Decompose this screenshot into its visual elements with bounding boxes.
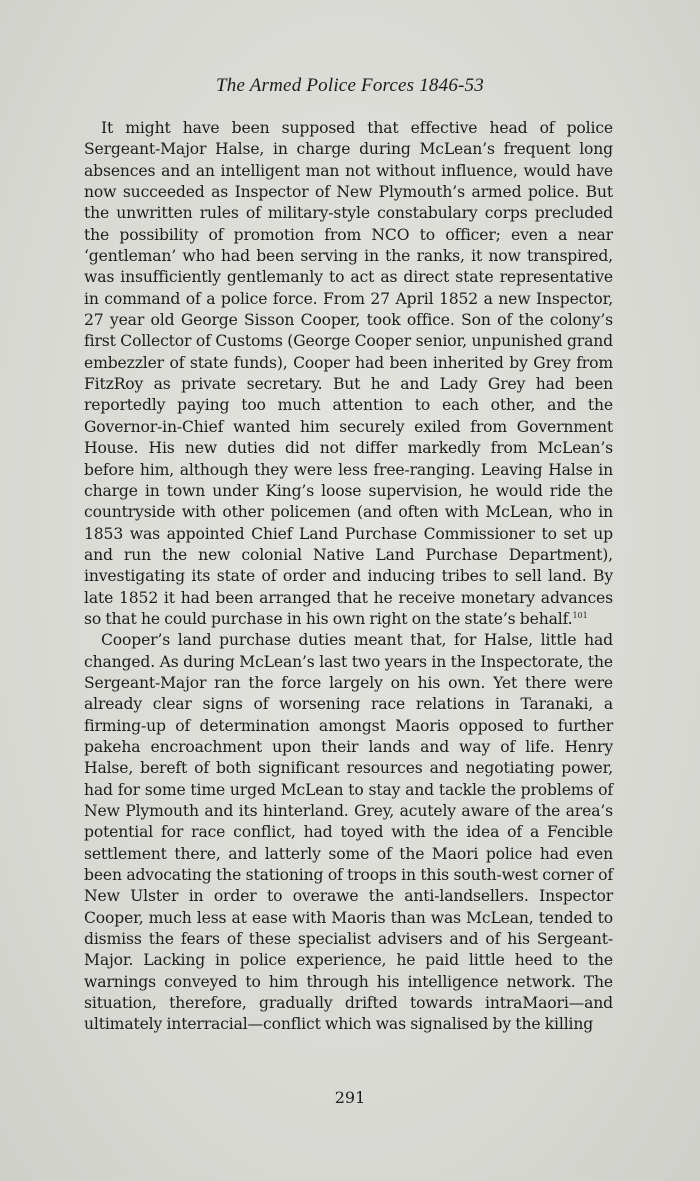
paragraph [84,118,613,630]
paragraph-text: It might have been supposed that effective head of police Sergeant-Major Halse, in charge during McLean’s frequent long absences and an intelligent man not without influence, would have now succeeded as Inspector of New Plymouth’s armed police. But the unwritten rules of military-style constabulary corps precluded the possibility of promotion from NCO to officer; even a near ‘gentleman’ who had been serving in the ranks, it now transpired, was insufficiently gentlemanly to act as direct state representative in command of a police force. From 27 April 1852 a new Inspector, 27 year old George Sisson Cooper, took office. Son of the colony’s first Collector of Customs (George Cooper senior, unpunished grand embezzler of state funds), Cooper had been inherited by Grey from FitzRoy as private secretary. But he and Lady Grey had been reportedly paying too much attention to each other, and the Governor-in-Chief wanted him securely exiled from Government House. His new duties did not differ markedly from McLean’s before him, although they were less free-ranging. Leaving Halse in charge in town under King’s loose supervision, he would ride the countryside with other policemen (and often with McLean, who in 1853 was appointed Chief Land Purchase Commissioner to set up and run the new colonial Native Land Purchase Department), investigating its state of order and inducing tribes to sell land. By late 1852 it had been arranged that he receive monetary advances so that he could purchase in his own right on the state’s behalf. [84,119,613,628]
page-number: 291 [334,1088,366,1107]
body-text [84,118,613,1036]
running-head: The Armed Police Forces 1846-53 [216,75,484,96]
paragraph [84,630,613,1036]
paragraph-text: Cooper’s land purchase duties meant that, for Halse, little had changed. As during McLean’s last two years in the Inspectorate, the Sergeant-Major ran the force largely on his own. Yet there were already clear signs of worsening race relations in Taranaki, a firming-up of determination amongst Maoris opposed to further pakeha encroachment upon their lands and way of life. Henry Halse, bereft of both significant resources and negotiating power, had for some time urged McLean to stay and tackle the problems of New Plymouth and its hinterland. Grey, acutely aware of the area’s potential for race conflict, had toyed with the idea of a Fencible settlement there, and latterly some of the Maori police had even been advocating the stationing of troops in this south-west corner of New Ulster in order to overawe the anti-landsellers. Inspector Cooper, much less at ease with Maoris than was McLean, tended to dismiss the fears of these specialist advisers and of his Sergeant-Major. Lacking in police experience, he paid little heed to the warnings conveyed to him through his intelligence network. The situation, therefore, gradually drifted towards intraMaori—and ultimately interracial—conflict which was signalised by the killing [84,631,613,1034]
footnote-marker: 101 [572,610,588,620]
